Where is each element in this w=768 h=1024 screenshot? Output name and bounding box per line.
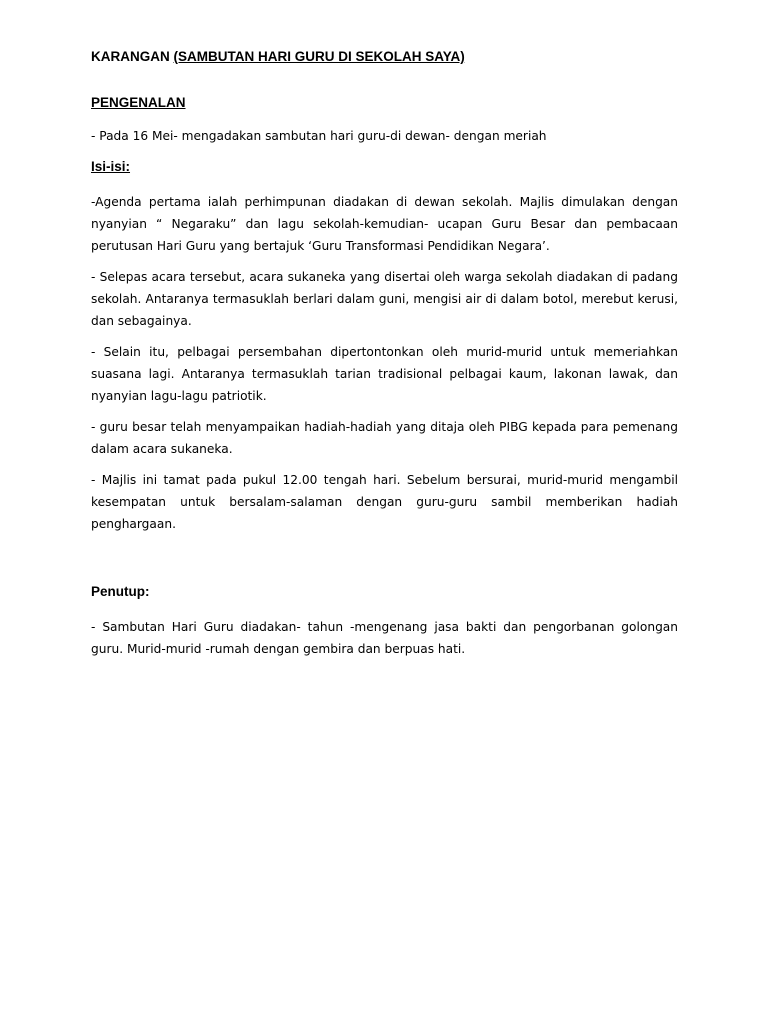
- intro-heading: PENGENALAN: [91, 95, 186, 110]
- document-page: [91, 47, 678, 660]
- isi-paragraph-4: - guru besar telah menyampaikan hadiah-hadiah yang ditaja oleh PIBG kepada para pemenang dalam acara sukaneka.: [91, 420, 678, 456]
- title-underlined: (SAMBUTAN HARI GURU DI SEKOLAH SAYA): [173, 49, 465, 64]
- isi-heading: Isi-isi:: [91, 159, 131, 174]
- closing-paragraph: - Sambutan Hari Guru diadakan- tahun -mengenang jasa bakti dan pengorbanan golongan guru. Murid-murid -rumah dengan gembira dan berpuas hati.: [91, 620, 678, 656]
- isi-paragraph-5: - Majlis ini tamat pada pukul 12.00 tengah hari. Sebelum bersurai, murid-murid mengambil kesempatan untuk bersalam-salaman dengan guru-guru sambil memberikan hadiah penghargaan.: [91, 473, 678, 531]
- isi-paragraph-3: - Selain itu, pelbagai persembahan dipertontonkan oleh murid-murid untuk memeriahkan suasana lagi. Antaranya termasuklah tarian tradisional pelbagai kaum, lakonan lawak, dan nyanyian lagu-lagu patriotik.: [91, 345, 678, 403]
- document-title: [91, 47, 678, 67]
- intro-paragraph: - Pada 16 Mei- mengadakan sambutan hari guru-di dewan- dengan meriah: [91, 129, 547, 143]
- isi-paragraph-2: - Selepas acara tersebut, acara sukaneka yang disertai oleh warga sekolah diadakan di padang sekolah. Antaranya termasuklah berlari dalam guni, mengisi air di dalam botol, merebut kerusi, dan sebagainya.: [91, 270, 678, 328]
- closing-heading: Penutup:: [91, 584, 150, 599]
- title-prefix: KARANGAN: [91, 49, 174, 64]
- isi-paragraph-1: -Agenda pertama ialah perhimpunan diadakan di dewan sekolah. Majlis dimulakan dengan nyanyian “ Negaraku” dan lagu sekolah-kemudian- ucapan Guru Besar dan pembacaan perutusan Hari Guru yang bertajuk ‘Guru Transformasi Pendidikan Negara’.: [91, 195, 678, 253]
